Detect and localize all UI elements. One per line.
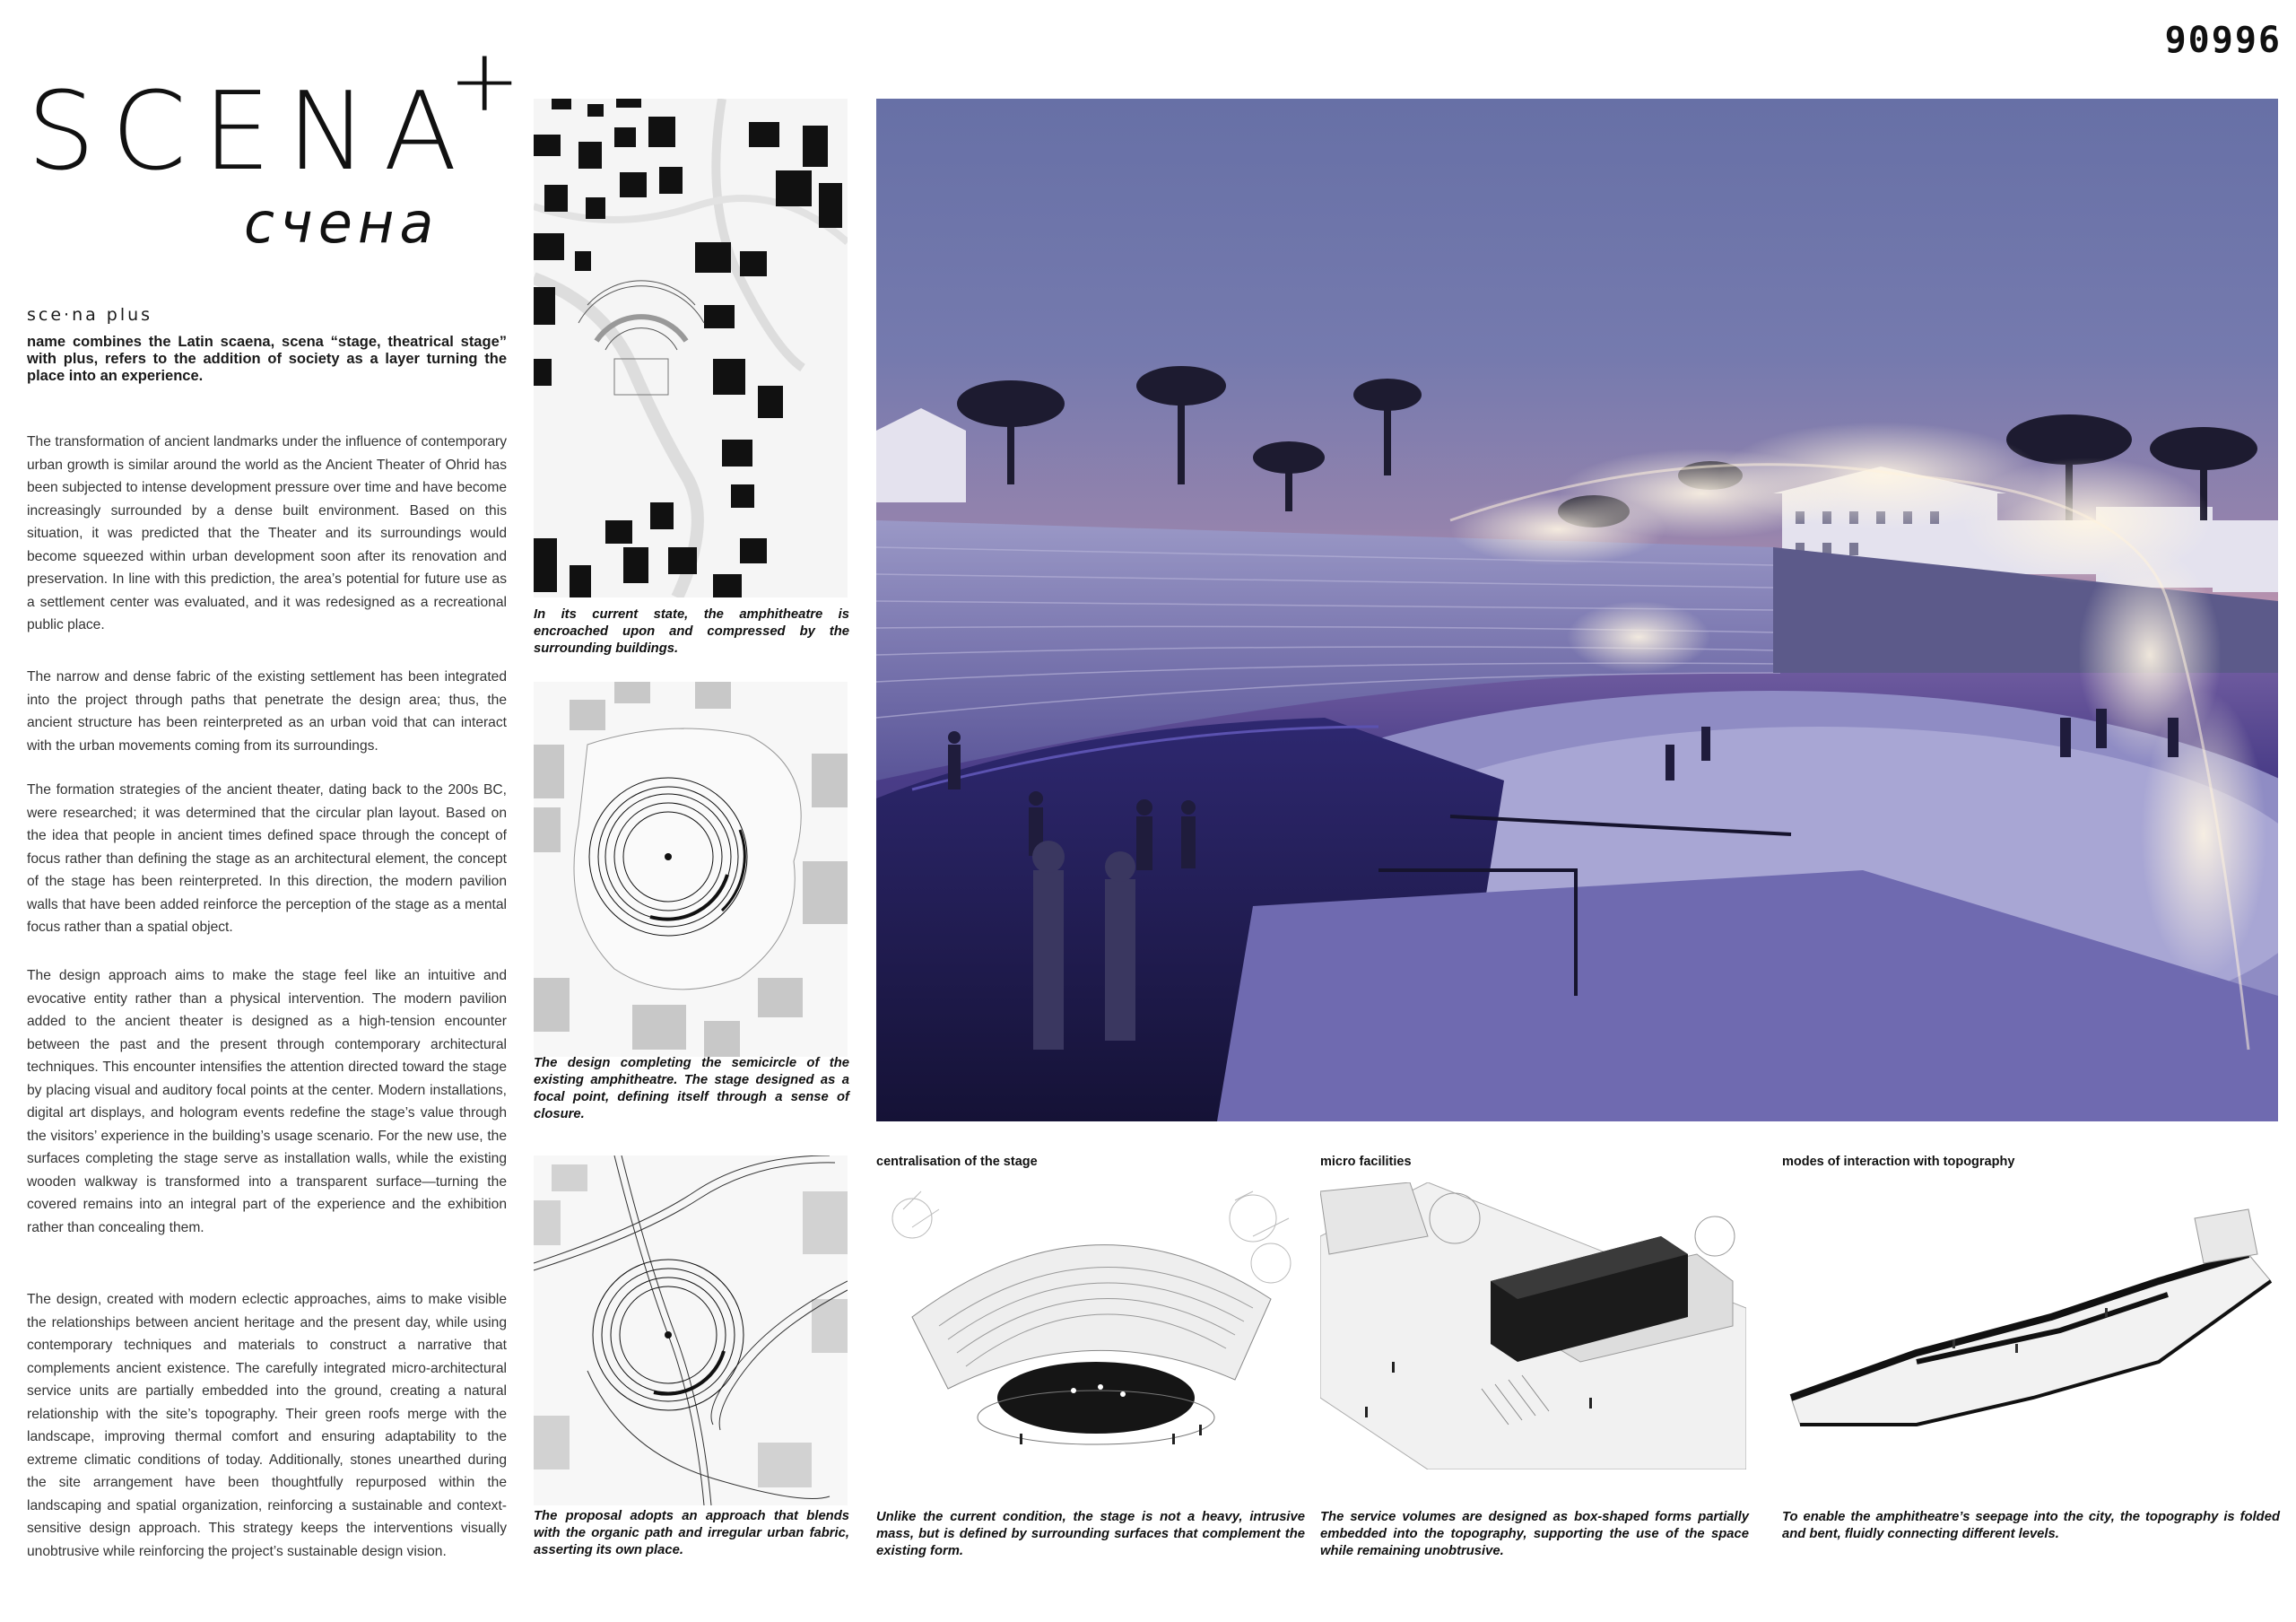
body-paragraph: The transformation of ancient landmarks under the influence of contemporary urban growth is similar around the world as the Ancient Theater of Ohrid has been subjected to intense development pressure over time and have become increasingly surrounded by a dense built environment. Based on this situation, it was predicted that the Theater and its surroundings would become squeezed within urban development soon after its renovation and preservation. In line with this prediction, the area’s potential for future use as a settlement center was evaluated, and it was redesigned as a recreational public place. <box>27 434 507 632</box>
board-id: 90996 <box>2164 20 2282 61</box>
hero-render-amphitheatre <box>876 99 2278 1121</box>
site-plan-design <box>534 682 848 1057</box>
title-plus-sign: + <box>448 31 521 131</box>
definition-term: sce·na plus <box>27 305 153 325</box>
body-paragraph: The formation strategies of the ancient theater, dating back to the 200s BC, were researched; it was determined that the circular plan layout. Based on the idea that people in ancient times defined space through the concept of focus rather than defining the stage as an architectural element, the concept of the stage has been reinterpreted. In this direction, the modern pavilion walls that have been added reinforce the perception of the stage as a mental focus rather than a spatial object. <box>27 782 507 935</box>
site-plan-proposal <box>534 1155 848 1505</box>
diagram-caption-centralisation: Unlike the current condition, the stage is not a heavy, intrusive mass, but is defined by surrounding surfaces that complement the existing form. <box>876 1510 1305 1558</box>
diagram-micro-facilities <box>1320 1182 1746 1469</box>
project-subtitle-cyrillic: счена <box>244 190 439 256</box>
plan-caption-proposal: The proposal adopts an approach that blends with the organic path and irregular urban fabric, asserting its own place. <box>534 1509 849 1557</box>
diagram-caption-topography: To enable the amphitheatre’s seepage into the city, the topography is folded and bent, fluidly connecting different levels. <box>1782 1510 2280 1541</box>
diagram-title-centralisation: centralisation of the stage <box>876 1155 1038 1169</box>
plan-caption-design: The design completing the semicircle of the existing amphitheatre. The stage designed as a focal point, defining itself through a sense of closure. <box>534 1056 849 1121</box>
diagram-caption-micro-facilities: The service volumes are designed as box-shaped forms partially embedded into the topography, supporting the use of the space while remaining unobtrusive. <box>1320 1510 1749 1558</box>
body-paragraph: The narrow and dense fabric of the existing settlement has been integrated into the project through paths that penetrate the design area; thus, the ancient structure has been reinterpreted as an urban void that can interact with the urban movements coming from its surroundings. <box>27 669 507 754</box>
body-paragraph: The design, created with modern eclectic approaches, aims to make visible the relationships between ancient heritage and the present day, while using contemporary techniques and materials to construct a narrative that complements ancient existence. The carefully integrated micro-architectural service units are partially embedded into the ground, creating a natural relationship with the site’s topography. Their green roofs merge with the landscape, improving thermal comfort and ensuring adaptability to the extreme climatic conditions of today. Additionally, stones unearthed during the site arrangement have been thoughtfully repurposed within the landscaping and spatial organization, reinforcing a sustainable and context-sensitive design approach. This strategy keeps the interventions visually unobtrusive while reinforcing the project’s sustainable design vision. <box>27 1292 507 1559</box>
plan-caption-current-state: In its current state, the amphitheatre is encroached upon and compressed by the surrounding buildings. <box>534 607 849 656</box>
diagram-topography-interaction <box>1782 1182 2280 1469</box>
diagram-title-topography: modes of interaction with topography <box>1782 1155 2015 1169</box>
site-plan-current-state <box>534 99 848 597</box>
project-title: SCENA <box>27 70 474 195</box>
definition-text: name combines the Latin scaena, scena “stage, theatrical stage” with plus, refers to the addition of society as a layer turning the place into an experience. <box>27 334 507 384</box>
body-paragraph: The design approach aims to make the stage feel like an intuitive and evocative entity rather than a physical intervention. The modern pavilion added to the ancient theater is designed as a high-tension encounter between the past and the present through contemporary architectural techniques. This encounter intensifies the attention directed toward the stage by placing visual and auditory focal points at the center. Modern installations, digital art displays, and hologram events redefine the stage’s value through the visitors’ experience in the building’s usage scenario. For the new use, the surfaces completing the stage serve as installation walls, while the existing wooden walkway is transformed into a transparent surface—turning the covered remains into an integral part of the experience and the exhibition rather than concealing them. <box>27 968 507 1235</box>
diagram-title-micro-facilities: micro facilities <box>1320 1155 1412 1169</box>
diagram-centralisation-of-stage <box>876 1182 1302 1469</box>
